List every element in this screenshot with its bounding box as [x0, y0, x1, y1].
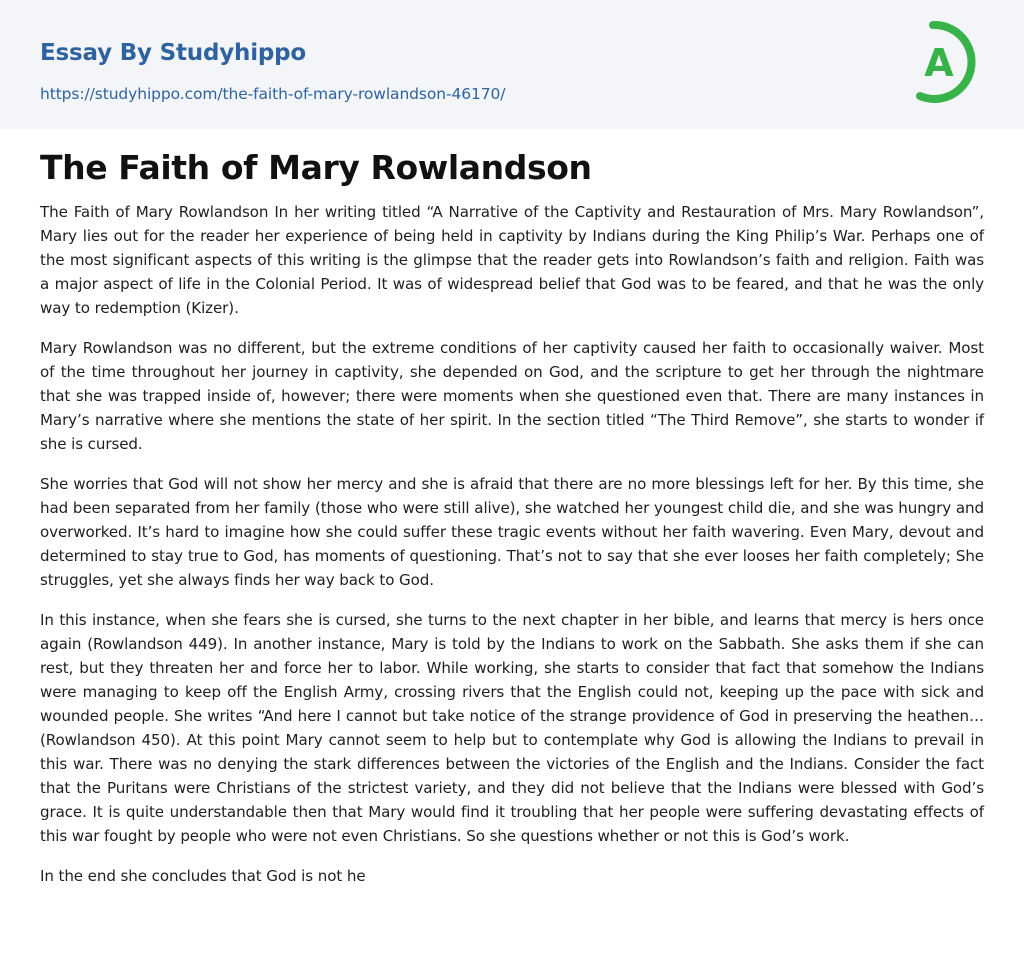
logo-letter: A	[924, 41, 954, 85]
paragraph-2: Mary Rowlandson was no different, but the extreme conditions of her captivity caused her faith to occasionally waiver. Most of the time throughout her journey in captivity, she depended on God, and the scripture to get her through the nightmare that she was trapped inside of, however; there were moments when she questioned even that. There are many instances in Mary’s narrative where she mentions the state of her spirit. In the section titled “The Third Remove”, she starts to wonder if she is cursed.	[40, 339, 984, 453]
paragraph-4: In this instance, when she fears she is cursed, she turns to the next chapter in her bible, and learns that mercy is hers once again (Rowlandson 449). In another instance, Mary is told by the Indians to work on the Sabbath. She asks them if she can rest, but they threaten her and force her to labor. While working, she starts to consider that fact that somehow the Indians were managing to keep off the English Army, crossing rivers that the English could not, keeping up the pace with sick and wounded people. She writes “And here I cannot but take notice of the strange providence of God in preserving the heathen… (Rowlandson 450). At this point Mary cannot seem to help but to contemplate why God is allowing the Indians to prevail in this war. There was no denying the stark differences between the victories of the English and the Indians. Consider the fact that the Puritans were Christians of the strictest variety, and they did not believe that the Indians were blessed with God’s grace. It is quite understandable then that Mary would find it troubling that her people were suffering devastating effects of this war fought by people who were not even Christians. So she questions whether or not this is God’s work.	[40, 611, 984, 845]
brand-title: Essay By Studyhippo	[40, 40, 307, 66]
paragraph-1: The Faith of Mary Rowlandson In her writing titled “A Narrative of the Captivity and Restauration of Mrs. Mary Rowlandson”, Mary lies out for the reader her experience of being held in captivity by Indians during the King Philip’s War. Perhaps one of the most significant aspects of this writing is the glimpse that the reader gets into Rowlandson’s faith and religion. Faith was a major aspect of life in the Colonial Period. It was of widespread belief that God was to be feared, and that he was the only way to redemption (Kizer).	[40, 203, 984, 317]
page-title: The Faith of Mary Rowlandson	[40, 148, 592, 187]
source-url-link[interactable]: https://studyhippo.com/the-faith-of-mary-rowlandson-46170/	[40, 85, 506, 103]
paragraph-5: In the end she concludes that God is not he	[40, 867, 366, 885]
circle-arc-a-icon	[903, 18, 987, 106]
article	[40, 146, 984, 904]
paragraph-3: She worries that God will not show her mercy and she is afraid that there are no more blessings left for her. By this time, she had been separated from her family (those who were still alive), she watched her youngest child die, and she was hungry and overworked. It’s hard to imagine how she could suffer these tragic events without her faith wavering. Even Mary, devout and determined to stay true to God, has moments of questioning. That’s not to say that she ever looses her faith completely; She struggles, yet she always finds her way back to God.	[40, 475, 984, 589]
site-header	[0, 0, 1024, 129]
